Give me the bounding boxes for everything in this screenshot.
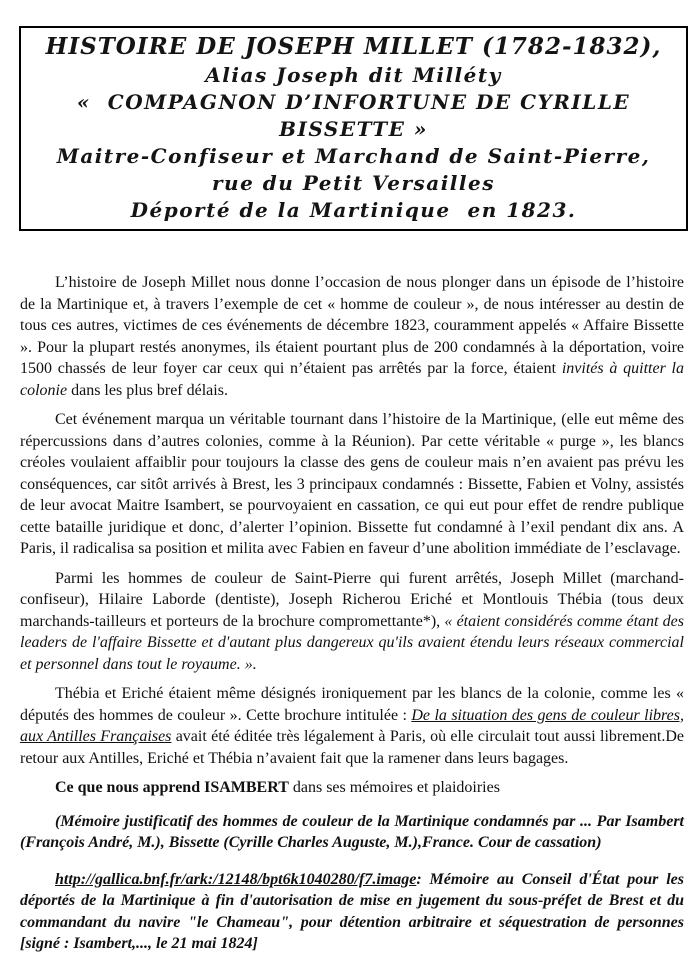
section-heading-isambert <box>20 777 684 799</box>
document-body <box>20 272 684 955</box>
quote-citation: « étaient considérés comme étant des leaders de l'affaire Bissette et d'autant plus dangereux qu'ils avaient étendu leurs réseaux commercial et personnel dans tout le royaume. ». <box>20 612 684 673</box>
title-line-main: HISTOIRE DE JOSEPH MILLET (1782-1832), <box>45 33 662 60</box>
brochure-title: De la situation des gens de couleur libres, aux Antilles Françaises <box>20 706 685 745</box>
text-segment: dans les plus bref délais. <box>67 381 228 399</box>
text-segment-italic: invités à quitter la colonie <box>20 360 685 399</box>
text-segment: Parmi les hommes de couleur de Saint-Pierre qui furent arrêtés, Joseph Millet (marchand-confiseur), Hilaire Laborde (dentiste), Joseph Richerou Eriché et Montlouis Thébia (tous deux marchands-tailleurs et porteurs de la brochure compromettante*), <box>20 569 684 630</box>
title-line-alias: Alias Joseph dit Milléty <box>205 63 502 87</box>
title-box <box>19 26 688 231</box>
text-segment: avait été éditée très légalement à Paris, où elle circulait tout aussi librement.De retour aux Antilles, Eriché et Thébia n’avaient fait que la ramener dans leurs bagages. <box>20 728 685 767</box>
title-line-metier: Maitre-Confiseur et Marchand de Saint-Pierre, <box>56 144 651 168</box>
title-line-deporte: Déporté de la Martinique en 1823. <box>130 198 577 222</box>
paragraph-brochure <box>20 683 684 769</box>
gallica-url-link[interactable]: http://gallica.bnf.fr/ark:/12148/bpt6k1040280/f7.image <box>55 870 417 888</box>
paragraph-intro <box>20 272 684 401</box>
document-page <box>0 26 700 974</box>
paragraph-evenement <box>20 409 684 560</box>
heading-rest-text: dans ses mémoires et plaidoiries <box>288 779 500 796</box>
paragraph-arrestations <box>20 568 684 676</box>
heading-bold-text: Ce que nous apprend ISAMBERT <box>55 779 289 796</box>
text-segment: L’histoire de Joseph Millet nous donne l’occasion de nous plonger dans un épisode de l’histoire de la Martinique et, à travers l’exemple de cet « homme de couleur », de nous intéresser au destin de tous ces autres, victimes de ces événements de décembre 1823, couramment appelés « Affaire Bissette ». Pour la plupart restés anonymes, ils étaient pourtant plus de 200 condamnés à la déportation, voire 1500 chassés de leur foyer car ceux qui n’étaient pas arrêtés par la force, étaient <box>20 274 684 377</box>
text-segment: (Mémoire justificatif des hommes de couleur de la Martinique condamnés par ... Par Isambert (François André, M.), Bissette (Cyrille Charles Auguste, M.),France. Cour de cassation) <box>20 812 684 851</box>
title-line-compagnon: « COMPAGNON D’INFORTUNE DE CYRILLE BISSETTE » <box>76 90 639 141</box>
text-segment: Cet événement marqua un véritable tournant dans l’histoire de la Martinique, (elle eut même des répercussions dans d’autres colonies, comme à la Réunion). Par cette véritable « purge », les blancs créoles voulaient affaiblir pour toujours la classe des gens de couleur mais n’en avaient pas prévu les conséquences, car sitôt arrivés à Brest, les 3 principaux condamnés : Bissette, Fabien et Volny, assistés de leur avocat Maitre Isambert, se pourvoyaient en cassation, ce qui eut pour effet de rendre publique cette bataille juridique et donc, d’alerter l’opinion. Bissette fut condamné à l’exil pendant dix ans. A Paris, il radicalisa sa position et milita avec Fabien en faveur d’une abolition immédiate de l’esclavage. <box>20 411 684 557</box>
paragraph-gallica-reference <box>20 869 684 955</box>
paragraph-memoire-justificatif <box>20 811 684 854</box>
text-segment: : Mémoire au Conseil d'État pour les déportés de la Martinique à fin d'autorisation de mise en jugement du sous-préfet de Brest et du commandant du navire "le Chameau", pour détention arbitraire et séquestration de personnes [signé : Isambert,..., le 21 mai 1824] <box>20 870 684 952</box>
text-segment: Thébia et Eriché étaient même désignés ironiquement par les blancs de la colonie, comme les « députés des hommes de couleur ». Cette brochure intitulée : <box>20 685 684 724</box>
title-line-rue: rue du Petit Versailles <box>212 171 495 195</box>
